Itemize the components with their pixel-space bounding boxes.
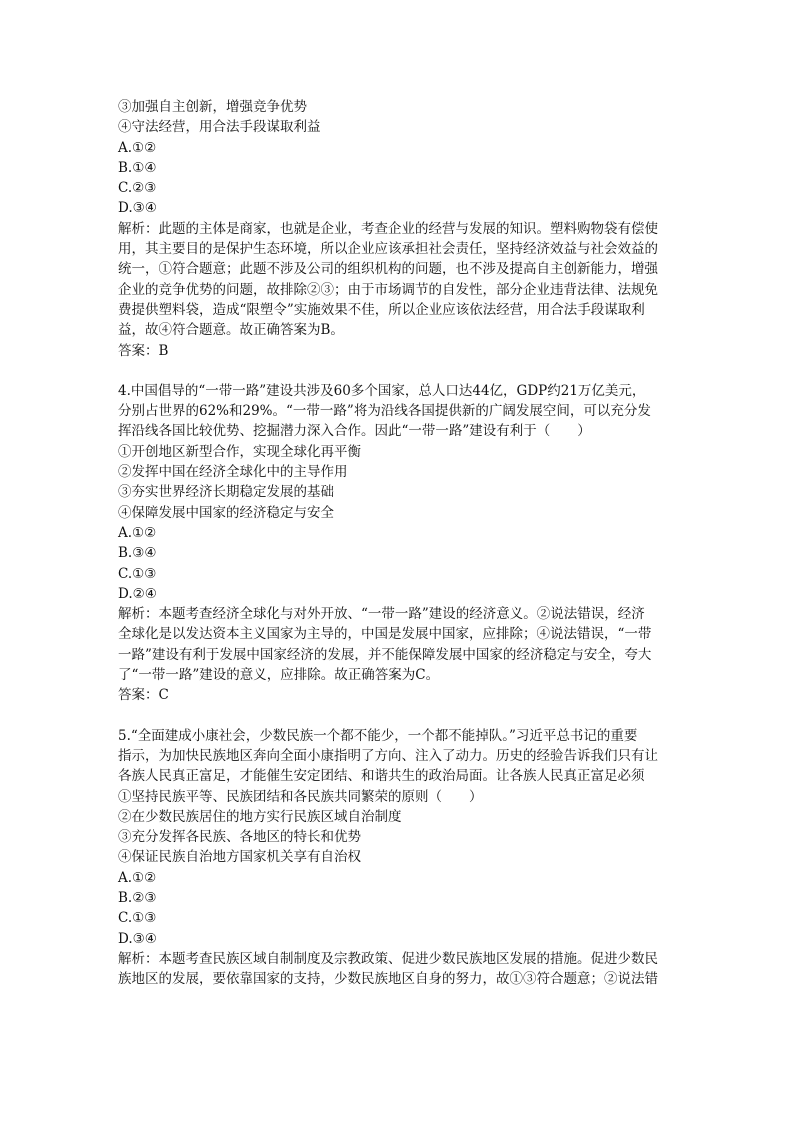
analysis-line: 统一，①符合题意；此题不涉及公司的组织机构的问题，也不涉及提高自主创新能力，增强	[118, 261, 658, 278]
question-stem-line: 4.中国倡导的“一带一路”建设共涉及60多个国家，总人口达44亿，GDP约21万亿美元，	[118, 382, 646, 399]
option-line: ①开创地区新型合作，实现全球化再平衡	[118, 443, 361, 460]
spacer	[118, 706, 678, 726]
question-stem-line: 各族人民真正富足，才能催生安定团结、和谐共生的政治局面。让各族人民真正富足必须	[118, 768, 645, 785]
option-line: ②在少数民族居住的地方实行民族区域自治制度	[118, 808, 402, 825]
analysis-line: 全球化是以发达资本主义国家为主导的，中国是发展中国家，应排除；④说法错误，“一带	[118, 626, 652, 643]
option-line: ④保证民族自治地方国家机关享有自治权	[118, 849, 361, 866]
choice-a: A.①②	[118, 139, 157, 156]
question-stem-line: 指示，为加快民族地区奔向全面小康指明了方向、注入了动力。历史的经验告诉我们只有让	[118, 747, 658, 764]
choice-c: C.①③	[118, 910, 157, 927]
analysis-line: 企业的竞争优势的问题，故排除②③；由于市场调节的自发性，部分企业违背法律、法规免	[118, 281, 658, 298]
option-line: ③夯实世界经济长期稳定发展的基础	[118, 484, 334, 501]
choice-c: C.①③	[118, 565, 157, 582]
question-stem-line: 分别占世界的62%和29%。“一带一路”将为沿线各国提供新的广阔发展空间，可以充分发	[118, 403, 651, 420]
option-line: ③充分发挥各民族、各地区的特长和优势	[118, 829, 361, 846]
choice-a: A.①②	[118, 869, 157, 886]
option-line: ④保障发展中国家的经济稳定与安全	[118, 504, 334, 521]
analysis-line: 一路”建设有利于发展中国家经济的发展，并不能保障发展中国家的经济稳定与安全，夸大	[118, 646, 652, 663]
choice-b: B.③④	[118, 545, 157, 562]
option-line: ③加强自主创新，增强竞争优势	[118, 99, 307, 115]
choice-d: D.③④	[118, 930, 157, 947]
analysis-line: 益，故④符合题意。故正确答案为B。	[118, 322, 344, 339]
choice-a: A.①②	[118, 524, 157, 541]
analysis-line: 解析：此题的主体是商家，也就是企业，考查企业的经营与发展的知识。塑料购物袋有偿使	[118, 220, 658, 237]
question-stem-line: 挥沿线各国比较优势、挖掘潜力深入合作。因此“一带一路”建设有利于（ ）	[118, 423, 591, 440]
choice-b: B.②③	[118, 889, 157, 906]
analysis-line: 费提供塑料袋，造成“限塑令”实施效果不佳，所以企业应该依法经营，用合法手段谋取利	[118, 301, 645, 318]
question-3-tail	[118, 97, 678, 361]
question-4	[118, 381, 678, 706]
analysis-line: 解析：本题考查经济全球化与对外开放、“一带一路”建设的经济意义。②说法错误，经济	[118, 606, 645, 623]
choice-d: D.②④	[118, 585, 157, 602]
option-line: ②发挥中国在经济全球化中的主导作用	[118, 464, 348, 481]
answer-line: 答案：C	[118, 687, 169, 704]
choice-c: C.②③	[118, 180, 157, 197]
option-line: ④守法经营，用合法手段谋取利益	[118, 119, 321, 136]
analysis-line: 了“一带一路”建设的意义，应排除。故正确答案为C。	[118, 667, 440, 684]
document-page	[118, 97, 678, 989]
choice-d: D.③④	[118, 200, 157, 217]
analysis-line: 用，其主要目的是保护生态环境，所以企业应该承担社会责任，坚持经济效益与社会效益的	[118, 241, 658, 258]
option-line: ①坚持民族平等、民族团结和各民族共同繁荣的原则（ ）	[118, 788, 483, 805]
question-5	[118, 726, 678, 990]
analysis-line: 解析：本题考查民族区域自制制度及宗教政策、促进少数民族地区发展的措施。促进少数民	[118, 950, 658, 967]
analysis-line: 族地区的发展，要依靠国家的支持，少数民族地区自身的努力，故①③符合题意；②说法错	[118, 971, 658, 988]
question-stem-line: 5.“全面建成小康社会，少数民族一个都不能少，一个都不能掉队。”习近平总书记的重要	[118, 727, 638, 744]
choice-b: B.①④	[118, 159, 157, 176]
answer-line: 答案：B	[118, 342, 169, 359]
spacer	[118, 361, 678, 381]
